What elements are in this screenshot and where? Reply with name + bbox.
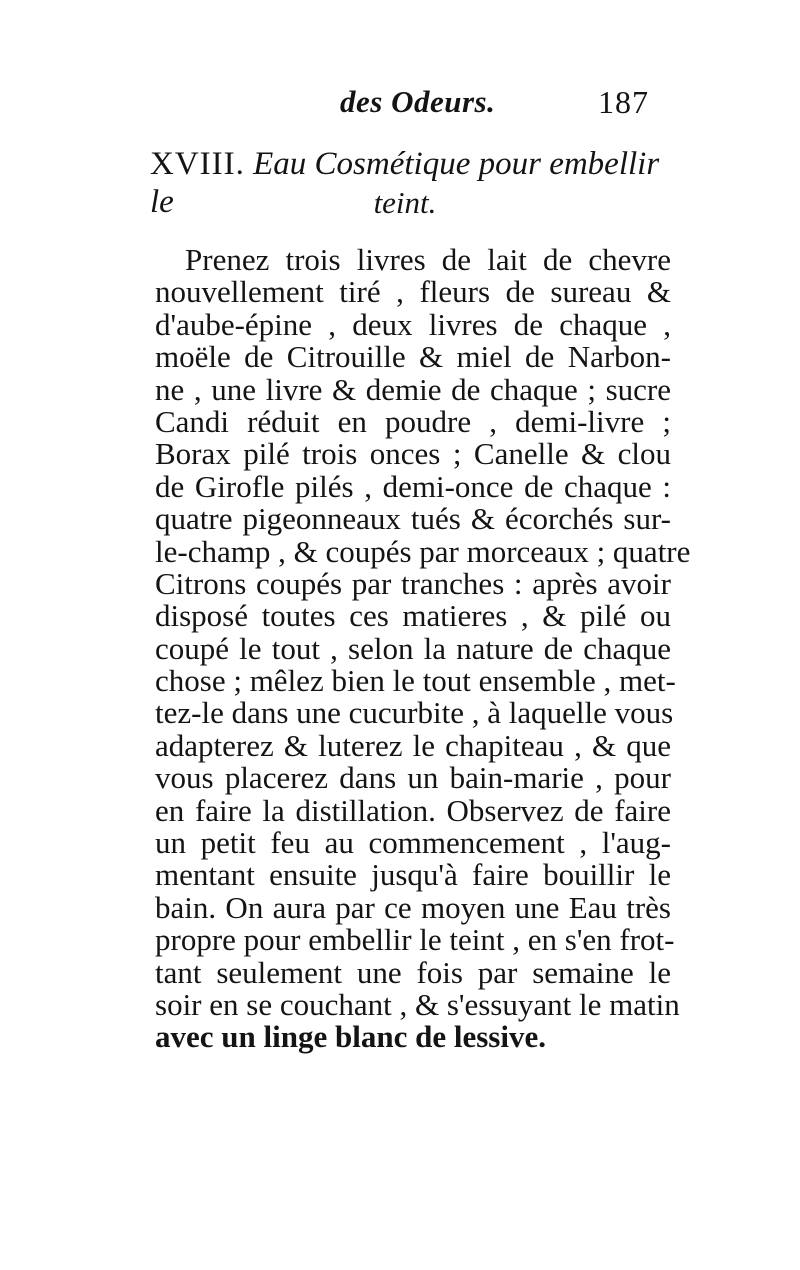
body-line: le-champ , & coupés par morceaux ; quatre [155, 533, 691, 569]
page-number: 187 [598, 84, 649, 120]
recipe-body [155, 242, 691, 1055]
body-line: en faire la distillation. Observez de faire [155, 792, 671, 828]
body-line: disposé toutes ces matieres , & pilé ou [155, 598, 671, 634]
recipe-number: XVIII. [150, 146, 245, 182]
body-line: un petit feu au commencement , l'aug- [155, 825, 671, 861]
body-line: coupé le tout , selon la nature de chaque [155, 630, 671, 666]
body-line: quatre pigeonneaux tués & écorchés sur- [155, 501, 671, 537]
body-line: adapterez & luterez le chapiteau , & que [155, 727, 671, 763]
body-line: moële de Citrouille & miel de Narbon- [155, 339, 671, 375]
recipe-title-continuation: teint. [373, 185, 437, 220]
body-line: mentant ensuite jusqu'à faire bouillir le [155, 857, 671, 893]
body-line: nouvellement tiré , fleurs de sureau & [155, 274, 671, 310]
body-line: Borax pilé trois onces ; Canelle & clou [155, 436, 671, 472]
body-line: ne , une livre & demie de chaque ; sucre [155, 371, 671, 407]
recipe-title: Eau Cosmétique pour embellir le [150, 146, 660, 220]
body-line: chose ; mêlez bien le tout ensemble , met- [155, 663, 676, 699]
body-line: de Girofle pilés , demi-once de chaque : [155, 468, 671, 504]
body-line: avec un linge blanc de lessive. [155, 1019, 546, 1055]
body-line: tez-le dans une cucurbite , à laquelle vous [155, 695, 674, 731]
body-line: vous placerez dans un bain-marie , pour [155, 760, 671, 796]
body-line: Prenez trois livres de lait de chevre [185, 242, 671, 277]
body-line: Candi réduit en poudre , demi-livre ; [155, 403, 671, 439]
running-head: des Odeurs. [340, 84, 496, 119]
body-line: soir en se couchant , & s'essuyant le matin [155, 986, 680, 1022]
body-line: d'aube-épine , deux livres de chaque , [155, 306, 671, 342]
body-line: tant seulement une fois par semaine le [155, 954, 671, 990]
body-line: Citrons coupés par tranches : après avoir [155, 565, 671, 601]
body-line: propre pour embellir le teint , en s'en frot- [155, 922, 675, 958]
body-line: bain. On aura par ce moyen une Eau très [155, 889, 671, 925]
